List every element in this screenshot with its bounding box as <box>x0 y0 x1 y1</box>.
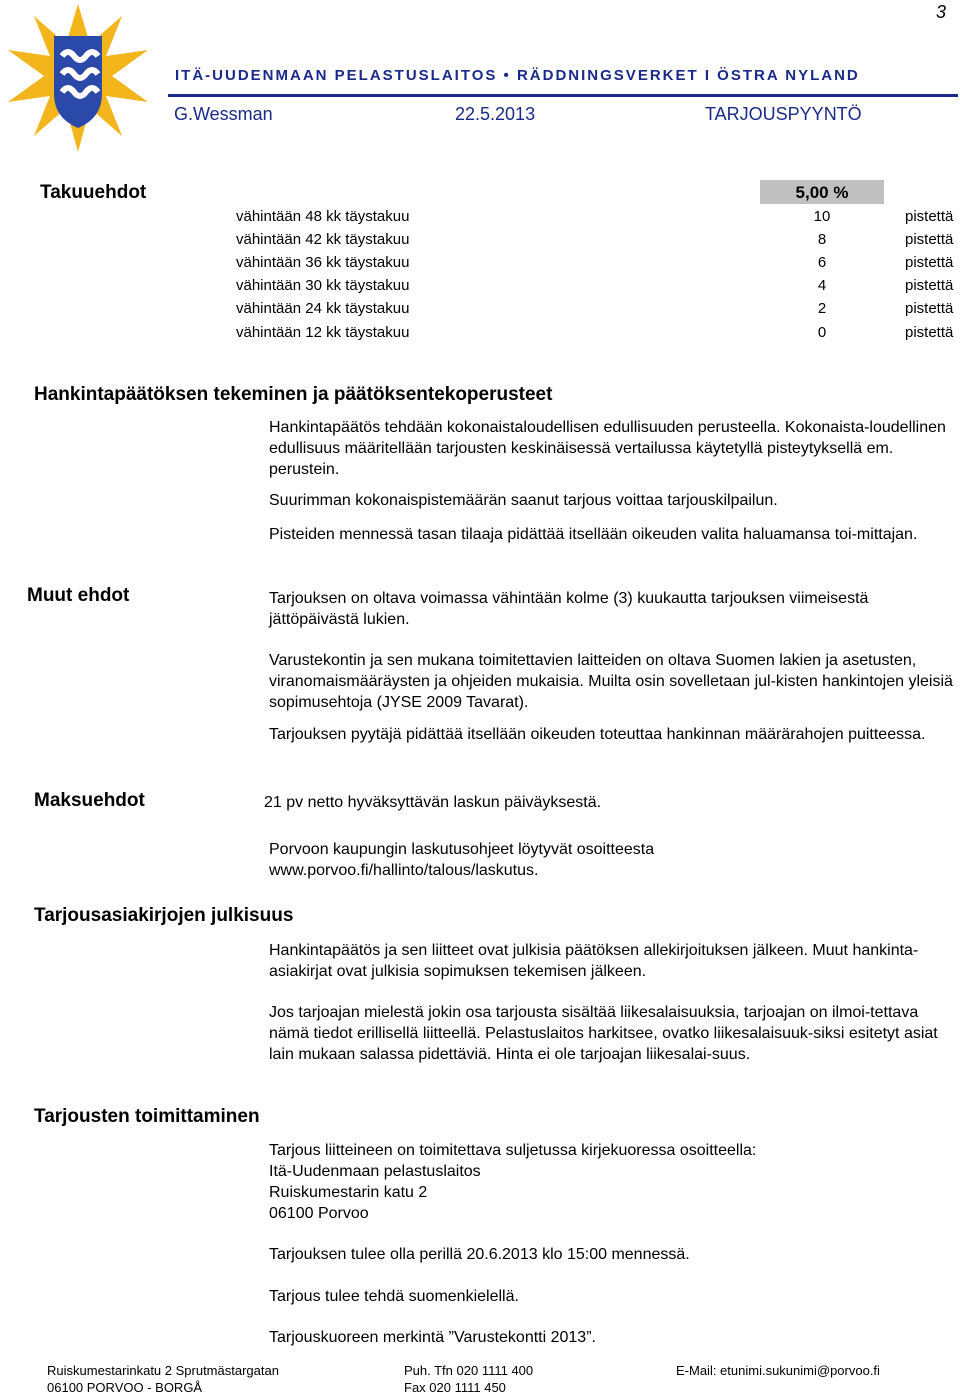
decision-paragraph: Suurimman kokonaispistemäärän saanut tarjous voittaa tarjouskilpailun. <box>269 492 778 509</box>
footer-email: E-Mail: etunimi.sukunimi@porvoo.fi <box>676 1363 880 1378</box>
other-terms-paragraph: Varustekontin ja sen mukana toimitettavien laitteiden on oltava Suomen lakien ja asetusten, viranomaismääräysten ja ohjeiden mukaisia. Muilta osin sovelletaan jul-kisten hankintojen yleisiä sopimusehtoja (JYSE 2009 Tavarat). <box>269 652 953 711</box>
header-divider <box>168 94 958 97</box>
payment-paragraph <box>269 839 955 881</box>
warranty-weight: 5,00 % <box>760 180 884 204</box>
delivery-paragraph: Tarjous tulee tehdä suomenkielellä. <box>269 1288 519 1305</box>
payment-line: Porvoon kaupungin laskutusohjeet löytyvät osoitteesta <box>269 841 655 858</box>
warranty-row-label: vähintään 36 kk täystakuu <box>236 254 410 271</box>
decision-paragraph: Hankintapäätös tehdään kokonaistaloudellisen edullisuuden perusteella. Kokonaista-loudellinen edullisuus määritellään tarjousten keskinäisessä vertailussa käytetyllä pisteytyksellä em. perustein. <box>269 419 946 478</box>
warranty-row-unit: pistettä <box>905 254 954 271</box>
footer-street: Ruiskumestarinkatu 2 Sprutmästargatan <box>47 1363 279 1378</box>
warranty-row-points: 4 <box>817 277 827 294</box>
author-name: G.Wessman <box>174 104 273 124</box>
delivery-line: Ruiskumestarin katu 2 <box>269 1184 428 1201</box>
footer-phone: Puh. Tfn 020 1111 400 <box>404 1363 534 1378</box>
warranty-row-label: vähintään 30 kk täystakuu <box>236 277 410 294</box>
warranty-row-points: 2 <box>817 300 827 317</box>
warranty-row-unit: pistettä <box>905 208 954 225</box>
footer-contact <box>404 1362 533 1396</box>
document-date: 22.5.2013 <box>455 104 536 124</box>
delivery-address-block <box>269 1140 955 1224</box>
warranty-row-label: vähintään 42 kk täystakuu <box>236 231 410 248</box>
publicity-paragraph: Hankintapäätös ja sen liitteet ovat julkisia päätöksen allekirjoituksen jälkeen. Muut hankinta-asiakirjat ovat julkisia sopimuksen tekemisen jälkeen. <box>269 942 919 980</box>
publicity-paragraph: Jos tarjoajan mielestä jokin osa tarjousta sisältää liikesalaisuuksia, tarjoajan on ilmoi-tettava nämä tiedot erillisellä liitteellä. Pelastuslaitos harkitsee, ovatko liikesalaisuuk-siksi esitetyt asiat lain mukaan salassa pidettäviä. Hinta ei ole tarjoajan liikesalai-suus. <box>269 1004 938 1063</box>
decision-paragraph: Pisteiden mennessä tasan tilaaja pidättää itsellään oikeuden valita haluamansa toi-mittajan. <box>269 526 918 543</box>
payment-title: Maksuehdot <box>34 790 145 811</box>
delivery-title: Tarjousten toimittaminen <box>34 1106 260 1127</box>
other-terms-title: Muut ehdot <box>27 585 130 606</box>
delivery-paragraph: Tarjouskuoreen merkintä ”Varustekontti 2013”. <box>269 1329 596 1346</box>
document-type: TARJOUSPYYNTÖ <box>705 104 862 124</box>
warranty-row-points: 6 <box>817 254 827 271</box>
delivery-paragraph: Tarjouksen tulee olla perillä 20.6.2013 klo 15:00 mennessä. <box>269 1246 690 1263</box>
warranty-row-unit: pistettä <box>905 231 954 248</box>
footer-address <box>47 1362 279 1396</box>
page-number: 3 <box>936 2 947 22</box>
other-terms-paragraph: Tarjouksen pyytäjä pidättää itsellään oikeuden toteuttaa hankinnan määrärahojen puitteessa. <box>269 726 926 743</box>
warranty-row-points: 0 <box>817 324 827 341</box>
warranty-row-points: 10 <box>813 208 831 225</box>
payment-paragraph: 21 pv netto hyväksyttävän laskun päiväyksestä. <box>264 794 602 811</box>
warranty-title: Takuuehdot <box>40 182 147 203</box>
warranty-row-points: 8 <box>817 231 827 248</box>
invoicing-url: www.porvoo.fi/hallinto/talous/laskutus. <box>269 862 539 879</box>
publicity-title: Tarjousasiakirjojen julkisuus <box>34 905 294 926</box>
rescue-department-logo <box>4 2 152 154</box>
delivery-line: Itä-Uudenmaan pelastuslaitos <box>269 1163 481 1180</box>
warranty-row-label: vähintään 24 kk täystakuu <box>236 300 410 317</box>
warranty-row-unit: pistettä <box>905 324 954 341</box>
footer-fax: Fax 020 1111 450 <box>404 1380 506 1395</box>
warranty-row-unit: pistettä <box>905 277 954 294</box>
footer-postal: 06100 PORVOO - BORGÅ <box>47 1380 203 1395</box>
other-terms-paragraph: Tarjouksen on oltava voimassa vähintään kolme (3) kuukautta tarjouksen viimeisestä jättöpäivästä lukien. <box>269 590 869 628</box>
warranty-row-label: vähintään 48 kk täystakuu <box>236 208 410 225</box>
warranty-row-label: vähintään 12 kk täystakuu <box>236 324 410 341</box>
warranty-row-unit: pistettä <box>905 300 954 317</box>
delivery-line: 06100 Porvoo <box>269 1205 369 1222</box>
organization-name: ITÄ-UUDENMAAN PELASTUSLAITOS • RÄDDNINGSVERKET I ÖSTRA NYLAND <box>175 67 860 84</box>
delivery-line: Tarjous liitteineen on toimitettava suljetussa kirjekuoressa osoitteella: <box>269 1142 757 1159</box>
decision-title: Hankintapäätöksen tekeminen ja päätöksentekoperusteet <box>34 384 553 405</box>
